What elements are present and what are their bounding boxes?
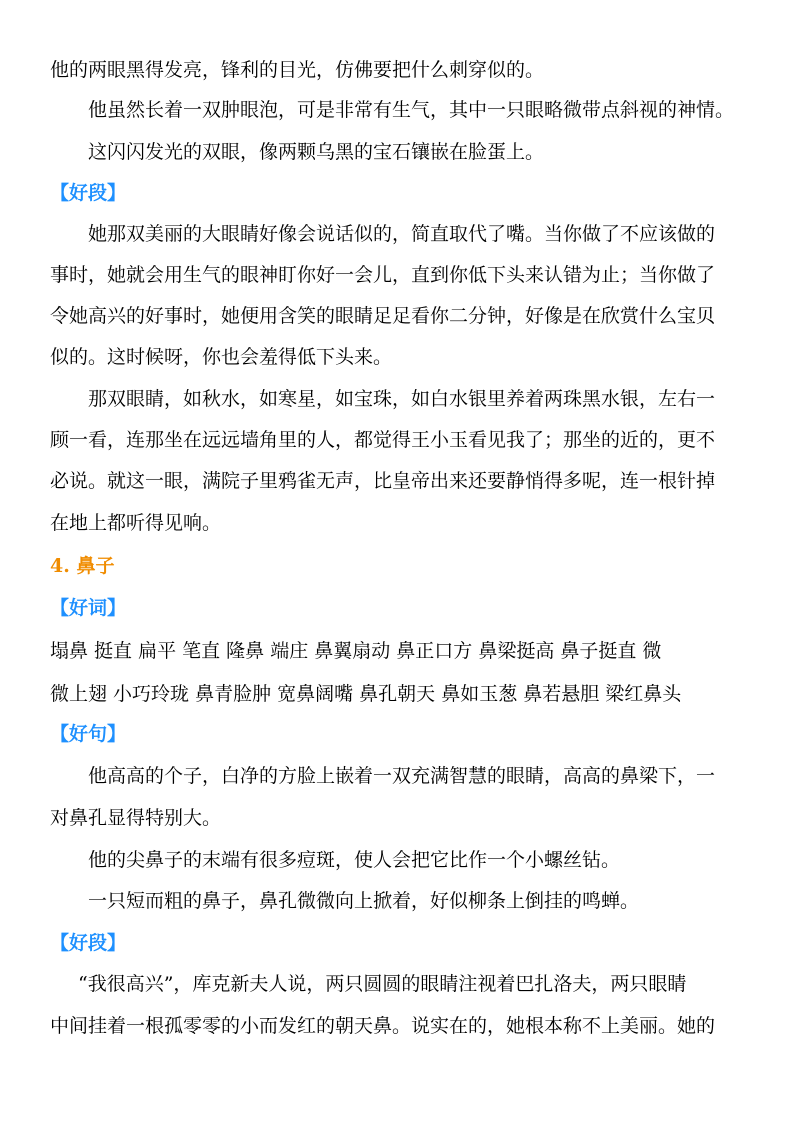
text-line: 她那双美丽的大眼睛好像会说话似的，简直取代了嘴。当你做了不应该做的 (88, 223, 716, 245)
text-line: 那双眼睛，如秋水，如寒星，如宝珠，如白水银里养着两珠黑水银，左右一 (88, 388, 716, 410)
text-line: 他高高的个子，白净的方脸上嵌着一双充满智慧的眼睛，高高的鼻梁下，一 (88, 765, 716, 787)
section-heading-good-paragraph: 【好段】 (50, 932, 127, 954)
text-line: 事时，她就会用生气的眼神盯你好一会儿，直到你低下头来认错为止；当你做了 (50, 264, 716, 286)
text-line: 似的。这时候呀，你也会羞得低下头来。 (50, 346, 393, 368)
text-line: 中间挂着一根孤零零的小而发红的朝天鼻。说实在的，她根本称不上美丽。她的 (50, 1015, 716, 1037)
section-heading-good-sentences: 【好句】 (50, 723, 127, 745)
text-line: 顾一看，连那坐在远远墙角里的人，都觉得王小玉看见我了；那坐的近的，更不 (50, 429, 716, 451)
section-heading-good-paragraph: 【好段】 (50, 182, 127, 204)
text-line: 这闪闪发光的双眼，像两颗乌黑的宝石镶嵌在脸蛋上。 (88, 141, 545, 163)
section-heading-good-words: 【好词】 (50, 597, 127, 619)
text-line: 他的尖鼻子的末端有很多痘斑，使人会把它比作一个小螺丝钻。 (88, 849, 621, 871)
text-line: 必说。就这一眼，满院子里鸦雀无声，比皇帝出来还要静悄得多呢，连一根针掉 (50, 470, 716, 492)
text-line: 令她高兴的好事时，她便用含笑的眼睛足足看你二分钟，好像是在欣赏什么宝贝 (50, 305, 716, 327)
text-line: 对鼻孔显得特别大。 (50, 807, 222, 829)
section-title-nose: 4. 鼻子 (50, 555, 115, 577)
text-line: “我很高兴”，库克新夫人说，两只圆圆的眼睛注视着巴扎洛夫，两只眼睛 (78, 973, 687, 995)
text-line: 他的两眼黑得发亮，锋利的目光，仿佛要把什么刺穿似的。 (50, 59, 545, 81)
word-list-line: 塌鼻 挺直 扁平 笔直 隆鼻 端庄 鼻翼扇动 鼻正口方 鼻梁挺高 鼻子挺直 微 (50, 640, 662, 662)
text-line: 在地上都听得见响。 (50, 512, 222, 534)
text-line: 他虽然长着一双肿眼泡，可是非常有生气，其中一只眼略微带点斜视的神情。 (88, 99, 735, 121)
text-line: 一只短而粗的鼻子，鼻孔微微向上掀着，好似柳条上倒挂的鸣蝉。 (88, 890, 640, 912)
word-list-line: 微上翅 小巧玲珑 鼻青脸肿 宽鼻阔嘴 鼻孔朝天 鼻如玉葱 鼻若悬胆 梁红鼻头 (50, 683, 682, 705)
